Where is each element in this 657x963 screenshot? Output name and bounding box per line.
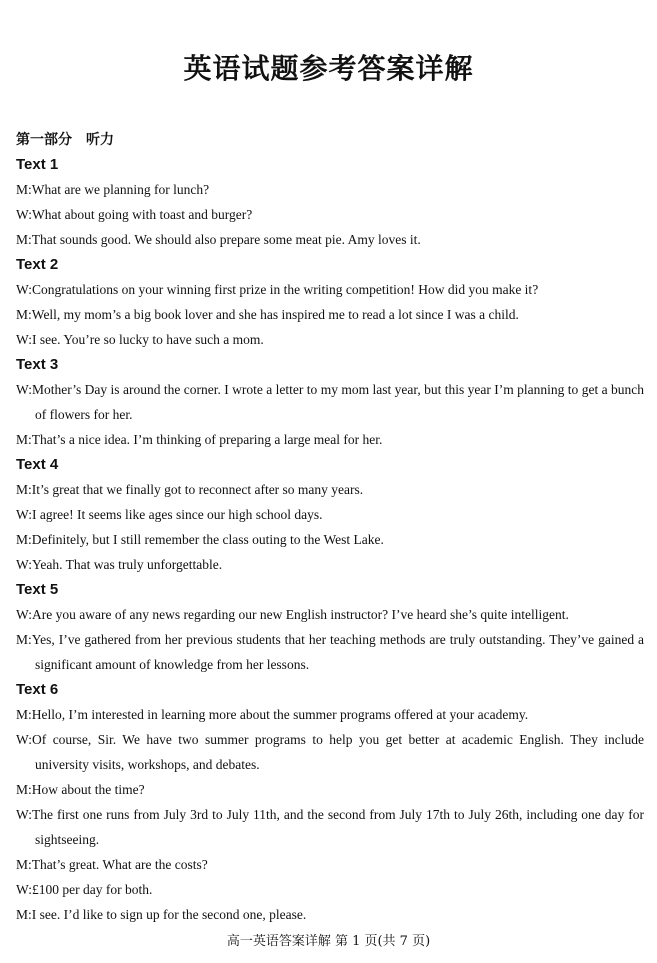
speaker-label: W [16,507,29,522]
speaker-label: W [16,882,29,897]
dialogue-text: How about the time? [31,782,145,797]
speaker-label: W [16,207,29,222]
speaker-separator: : [28,807,33,822]
speaker-separator: : [28,882,33,897]
dialogue-line [16,427,644,452]
speaker-separator: : [28,382,33,397]
dialogue-line [16,802,644,852]
speaker-label: M [16,632,29,647]
speaker-label: M [16,432,29,447]
text-heading: Text 2 [16,256,59,273]
dialogue-line [16,877,644,902]
speaker-separator: : [28,482,32,497]
speaker-separator: : [28,707,32,722]
speaker-separator: : [28,182,32,197]
dialogue-line [16,477,644,502]
dialogue-text: Congratulations on your winning first prize in the writing competition! How did you make it? [32,282,539,297]
text-heading: Text 5 [16,581,59,598]
dialogue-line [16,727,644,777]
dialogue-text: Of course, Sir. We have two summer programs to help you get better at academic English. They include university visits, workshops, and debates. [32,732,644,772]
dialogue-line [16,277,644,302]
speaker-separator: : [28,782,32,797]
dialogue-line [16,177,644,202]
speaker-label: M [16,482,29,497]
dialogue-text: That sounds good. We should also prepare some meat pie. Amy loves it. [31,232,421,247]
speaker-separator: : [28,632,32,647]
speaker-label: M [16,532,29,547]
dialogue-line [16,852,644,877]
dialogue-line [16,327,644,352]
dialogue-text: It’s great that we finally got to reconnect after so many years. [31,482,364,497]
speaker-label: M [16,907,29,922]
speaker-label: M [16,707,29,722]
dialogue-text: Are you aware of any news regarding our new English instructor? I’ve heard she’s quite intelligent. [32,607,569,622]
dialogue-line [16,552,644,577]
speaker-separator: : [28,532,32,547]
speaker-label: M [16,857,29,872]
speaker-separator: : [28,332,33,347]
text-heading: Text 4 [16,456,59,473]
text-heading: Text 3 [16,356,59,373]
speaker-label: M [16,782,29,797]
dialogue-text: I see. I’d like to sign up for the second one, please. [31,907,307,922]
transcript-content [16,152,644,927]
dialogue-line [16,902,644,927]
section-heading: 第一部分 听力 [16,132,114,148]
speaker-label: W [16,607,29,622]
dialogue-text: That’s great. What are the costs? [31,857,208,872]
dialogue-line [16,202,644,227]
dialogue-line [16,627,644,677]
speaker-separator: : [28,432,32,447]
speaker-label: M [16,182,29,197]
speaker-separator: : [28,207,33,222]
dialogue-text: Yeah. That was truly unforgettable. [32,557,223,572]
dialogue-line [16,702,644,727]
speaker-separator: : [28,857,32,872]
text-heading: Text 1 [16,156,59,173]
speaker-separator: : [28,557,33,572]
speaker-label: W [16,732,29,747]
dialogue-text: The first one runs from July 3rd to July 11th, and the second from July 17th to July 26th, including one day for sightseeing. [32,807,644,847]
dialogue-line [16,527,644,552]
speaker-label: M [16,232,29,247]
dialogue-text: I see. You’re so lucky to have such a mom. [32,332,264,347]
dialogue-text: What about going with toast and burger? [32,207,253,222]
dialogue-text: Yes, I’ve gathered from her previous students that her teaching methods are truly outstanding. They’ve gained a significant amount of knowledge from her lessons. [31,632,644,672]
dialogue-line [16,377,644,427]
dialogue-text: I agree! It seems like ages since our high school days. [32,507,323,522]
dialogue-text: Mother’s Day is around the corner. I wrote a letter to my mom last year, but this year I’m planning to get a bunch of flowers for her. [32,382,644,422]
speaker-label: M [16,307,29,322]
speaker-separator: : [28,507,33,522]
dialogue-text: £100 per day for both. [32,882,153,897]
dialogue-text: That’s a nice idea. I’m thinking of preparing a large meal for her. [31,432,383,447]
speaker-separator: : [28,232,32,247]
dialogue-line [16,777,644,802]
speaker-separator: : [28,307,32,322]
speaker-label: W [16,282,29,297]
dialogue-line [16,502,644,527]
dialogue-line [16,227,644,252]
dialogue-line [16,302,644,327]
speaker-label: W [16,332,29,347]
dialogue-text: Well, my mom’s a big book lover and she has inspired me to read a lot since I was a child. [31,307,519,322]
dialogue-text: Definitely, but I still remember the class outing to the West Lake. [31,532,384,547]
dialogue-line [16,602,644,627]
speaker-separator: : [28,607,33,622]
text-heading: Text 6 [16,681,59,698]
speaker-label: W [16,557,29,572]
dialogue-text: Hello, I’m interested in learning more about the summer programs offered at your academy. [31,707,529,722]
speaker-separator: : [28,282,33,297]
dialogue-text: What are we planning for lunch? [31,182,210,197]
speaker-label: W [16,382,29,397]
page-title: 英语试题参考答案详解 [183,52,474,85]
page-footer: 高一英语答案详解 第 1 页(共 7 页) [226,934,431,949]
speaker-separator: : [28,732,33,747]
speaker-label: W [16,807,29,822]
speaker-separator: : [28,907,32,922]
